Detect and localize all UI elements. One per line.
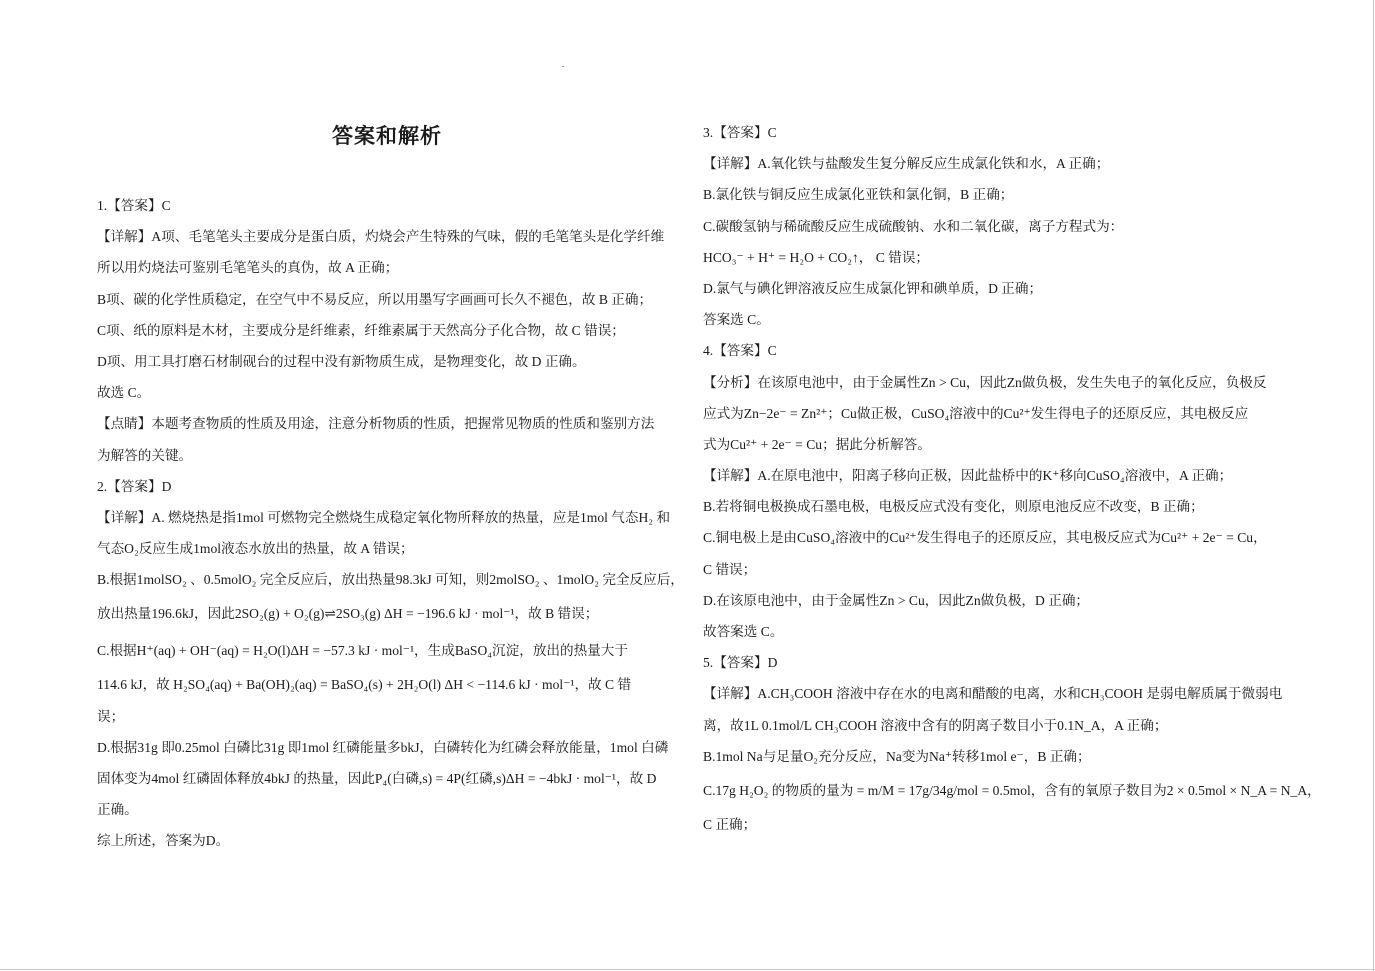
text-line: C项、纸的原料是木材，主要成分是纤维素，纤维素属于天然高分子化合物，故 C 错误； — [97, 322, 625, 338]
text-line: 固体变为4mol 红磷固体释放4bkJ 的热量，因此P₄(白磷,s) = 4P(红磷,s)ΔH = −4bkJ · mol⁻¹，故 D — [97, 771, 657, 786]
text-line: B项、碳的化学性质稳定，在空气中不易反应，所以用墨写字画画可长久不褪色，故 B 正确； — [97, 291, 653, 307]
text-line: C.碳酸氢钠与稀硫酸反应生成硫酸钠、水和二氧化碳，离子方程式为： — [703, 218, 1124, 234]
text-line: 2.【答案】D — [97, 478, 172, 494]
text-line: 气态O₂反应生成1mol液态水放出的热量，故 A 错误； — [97, 541, 414, 557]
text-line: 式为Cu²⁺ + 2e⁻ = Cu；据此分析解答。 — [703, 436, 931, 452]
text-line: D.根据31g 即0.25mol 白磷比31g 即1mol 红磷能量多bkJ，白磷转化为红磷会释放能量，1mol 白磷 — [97, 739, 669, 755]
text-line: 应式为Zn−2e⁻ = Zn²⁺；Cu做正极，CuSO₄溶液中的Cu²⁺发生得电子的还原反应，其电极反应 — [703, 405, 1249, 421]
text-line: 离，故1L 0.1mol/L CH₃COOH 溶液中含有的阴离子数目小于0.1N_A，A 正确； — [703, 717, 1168, 733]
page-edge-bottom — [0, 969, 1375, 970]
text-line: 为解答的关键。 — [97, 447, 193, 463]
text-line: 【详解】A项、毛笔笔头主要成分是蛋白质，灼烧会产生特殊的气味，假的毛笔笔头是化学纤维 — [97, 229, 665, 245]
text-line: HCO₃⁻ + H⁺ = H₂O + CO₂↑， C 错误； — [703, 249, 930, 265]
text-line: 114.6 kJ，故 H₂SO₄(aq) + Ba(OH)₂(aq) = BaSO₄(s) + 2H₂O(l) ΔH < −114.6 kJ · mol⁻¹，故 C 错 — [97, 677, 632, 693]
page-edge-right — [1373, 0, 1374, 971]
text-line: C.根据H⁺(aq) + OH⁻(aq) = H₂O(l)ΔH = −57.3 kJ · mol⁻¹，生成BaSO₄沉淀，放出的热量大于 — [97, 643, 628, 659]
page-title: 答案和解析 — [332, 124, 442, 148]
text-line: D.在该原电池中，由于金属性Zn > Cu，因此Zn做负极，D 正确； — [703, 592, 1090, 608]
right-column — [703, 117, 1321, 840]
text-line: 正确。 — [97, 802, 138, 818]
text-line: B.氯化铁与铜反应生成氯化亚铁和氯化铜，B 正确； — [703, 187, 1014, 203]
text-line: 5.【答案】D — [703, 655, 778, 671]
text-line: 放出热量196.6kJ，因此2SO₂(g) + O₂(g)⇌2SO₃(g) ΔH = −196.6 kJ · mol⁻¹，故 B 错误； — [97, 606, 599, 622]
text-line: B.根据1molSO₂ 、0.5molO₂ 完全反应后，放出热量98.3kJ 可知，则2molSO₂ 、1molO₂ 完全反应后， — [97, 572, 684, 588]
text-line: C.铜电极上是由CuSO₄溶液中的Cu²⁺发生得电子的还原反应，其电极反应式为Cu²⁺ + 2e⁻ = Cu， — [703, 530, 1267, 546]
text-line: 【详解】A.CH₃COOH 溶液中存在水的电离和醋酸的电离，水和CH₃COOH 是弱电解质属于微弱电 — [703, 686, 1283, 702]
text-line: 3.【答案】C — [703, 125, 777, 140]
text-line: C 错误； — [703, 561, 757, 577]
text-line: 故答案选 C。 — [703, 624, 784, 639]
text-line: 所以用灼烧法可鉴别毛笔笔头的真伪，故 A 正确； — [97, 260, 399, 276]
text-line: D.氯气与碘化钾溶液反应生成氯化钾和碘单质，D 正确； — [703, 280, 1043, 296]
text-line: 故选 C。 — [97, 385, 151, 401]
text-line: 【详解】A. 燃烧热是指1mol 可燃物完全燃烧生成稳定氧化物所释放的热量，应是1mol 气态H₂ 和 — [97, 509, 671, 525]
text-line: 4.【答案】C — [703, 343, 777, 359]
text-line: C 正确； — [703, 816, 757, 832]
text-line: B.若将铜电极换成石墨电极，电极反应式没有变化，则原电池反应不改变，B 正确； — [703, 499, 1204, 515]
text-line: B.1mol Na与足量O₂充分反应，Na变为Na⁺转移1mol e⁻，B 正确； — [703, 748, 1091, 764]
text-line: 答案选 C。 — [703, 312, 770, 328]
text-line: 【详解】A.在原电池中，阳离子移向正极，因此盐桥中的K⁺移向CuSO₄溶液中，A 正确； — [703, 468, 1233, 484]
text-line: C.17g H₂O₂ 的物质的量为 = m/M = 17g/34g/mol = 0.5mol，含有的氧原子数目为2 × 0.5mol × N_A = N_A， — [703, 782, 1321, 798]
header-mark — [562, 66, 564, 67]
text-line: 误； — [97, 708, 125, 724]
left-column — [97, 190, 684, 857]
text-line: 【点睛】本题考查物质的性质及用途，注意分析物质的性质，把握常见物质的性质和鉴别方法 — [97, 416, 655, 432]
text-line: D项、用工具打磨石材制砚台的过程中没有新物质生成，是物理变化，故 D 正确。 — [97, 353, 586, 369]
text-line: 【分析】在该原电池中，由于金属性Zn > Cu，因此Zn做负极，发生失电子的氧化反应，负极反 — [703, 374, 1267, 390]
text-line: 1.【答案】C — [97, 198, 171, 213]
text-line: 综上所述，答案为D。 — [97, 833, 230, 849]
text-line: 【详解】A.氧化铁与盐酸发生复分解反应生成氯化铁和水，A 正确； — [703, 156, 1110, 172]
